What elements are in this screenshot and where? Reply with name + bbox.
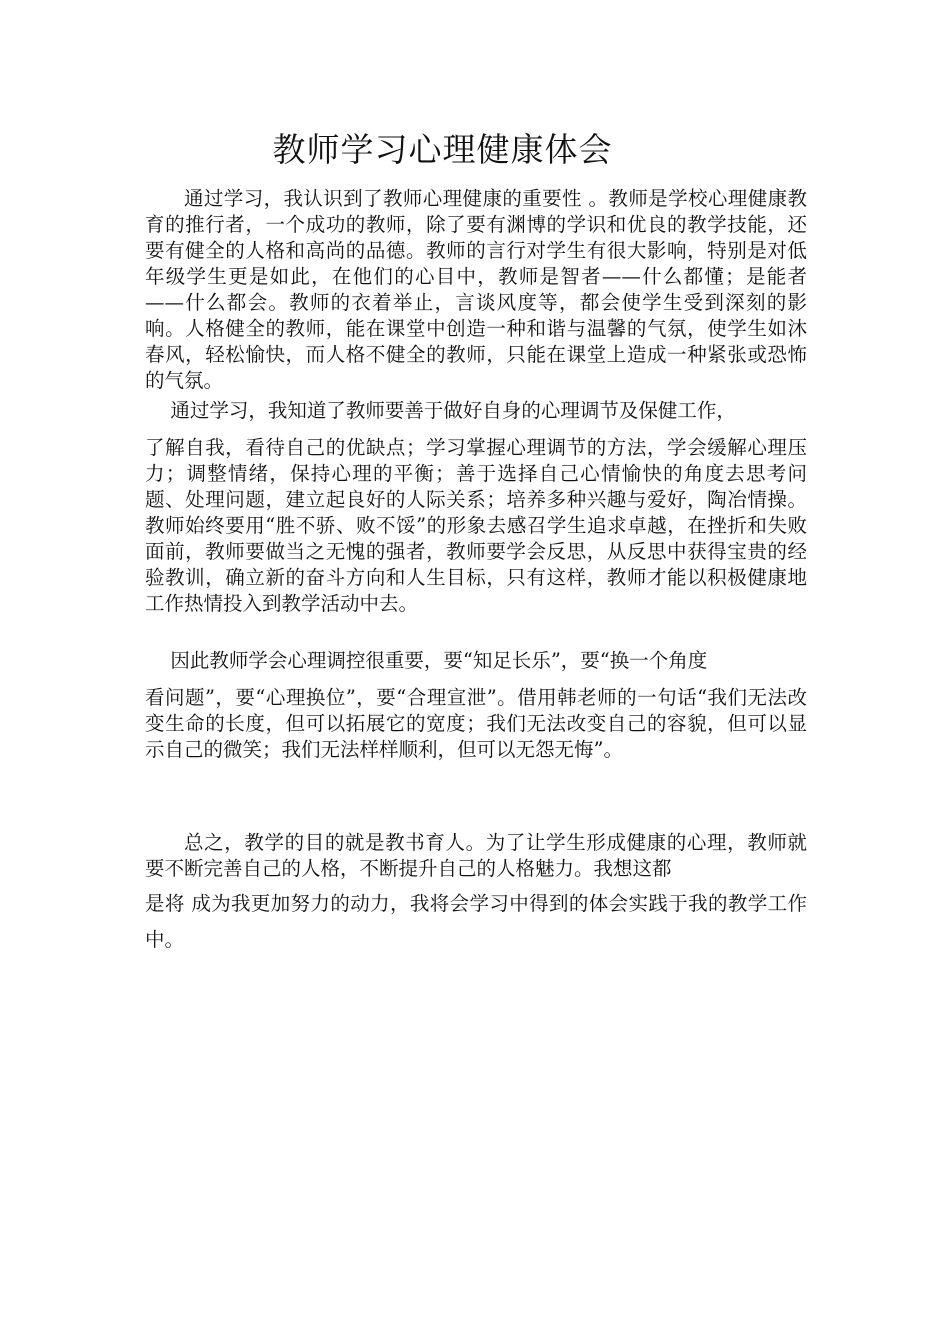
paragraph-2 bbox=[145, 398, 807, 617]
document-title: 教师学习心理健康体会 bbox=[272, 130, 613, 169]
paragraph-3-first-line: 因此教师学会心理调控很重要，要“知足长乐”，要“换一个角度 bbox=[170, 649, 708, 672]
paragraph-4 bbox=[145, 830, 807, 958]
paragraph-2-first-line: 通过学习，我知道了教师要善于做好自身的心理调节及保健工作， bbox=[170, 399, 736, 422]
paragraph-2-body: 了解自我，看待自己的优缺点；学习掌握心理调节的方法，学会缓解心理压力；调整情绪，保持心理的平衡；善于选择自己心情愉快的角度去思考问题、处理问题，建立起良好的人际关系；培养多种兴趣与爱好，陶冶情操。教师始终要用“胜不骄、败不馁”的形象去感召学生追求卓越，在挫折和失败面前，教师要做当之无愧的强者，教师要学会反思，从反思中获得宝贵的经验教训，确立新的奋斗方向和人生目标，只有这样，教师才能以积极健康地工作热情投入到教学活动中去。 bbox=[145, 436, 807, 615]
paragraph-3-body: 看问题”，要“心理换位”，要“合理宣泄”。借用韩老师的一句话“我们无法改变生命的长度，但可以拓展它的宽度；我们无法改变自己的容貌，但可以显示自己的微笑；我们无法样样顺利，但可以无怨无悔”。 bbox=[145, 686, 807, 761]
paragraph-1: 通过学习，我认识到了教师心理健康的重要性 。教师是学校心理健康教育的推行者，一个成功的教师，除了要有渊博的学识和优良的教学技能，还要有健全的人格和高尚的品德。教师的言行对学生有很大影响，特别是对低年级学生更是如此，在他们的心目中，教师是智者——什么都懂；是能者——什么都会。教师的衣着举止，言谈风度等，都会使学生受到深刻的影响。人格健全的教师，能在课堂中创造一种和谐与温馨的气氛，使学生如沐春风，轻松愉快，而人格不健全的教师，只能在课堂上造成一种紧张或恐怖的气氛。 bbox=[145, 187, 807, 392]
paragraph-4-tail: 是将 成为我更加努力的动力，我将会学习中得到的体会实践于我的教学工作中。 bbox=[145, 892, 807, 951]
paragraph-4-body: 总之，教学的目的就是教书育人。为了让学生形成健康的心理，教师就要不断完善自己的人格，不断提升自己的人格魅力。我想这都 bbox=[145, 831, 807, 880]
paragraph-3 bbox=[145, 648, 807, 763]
